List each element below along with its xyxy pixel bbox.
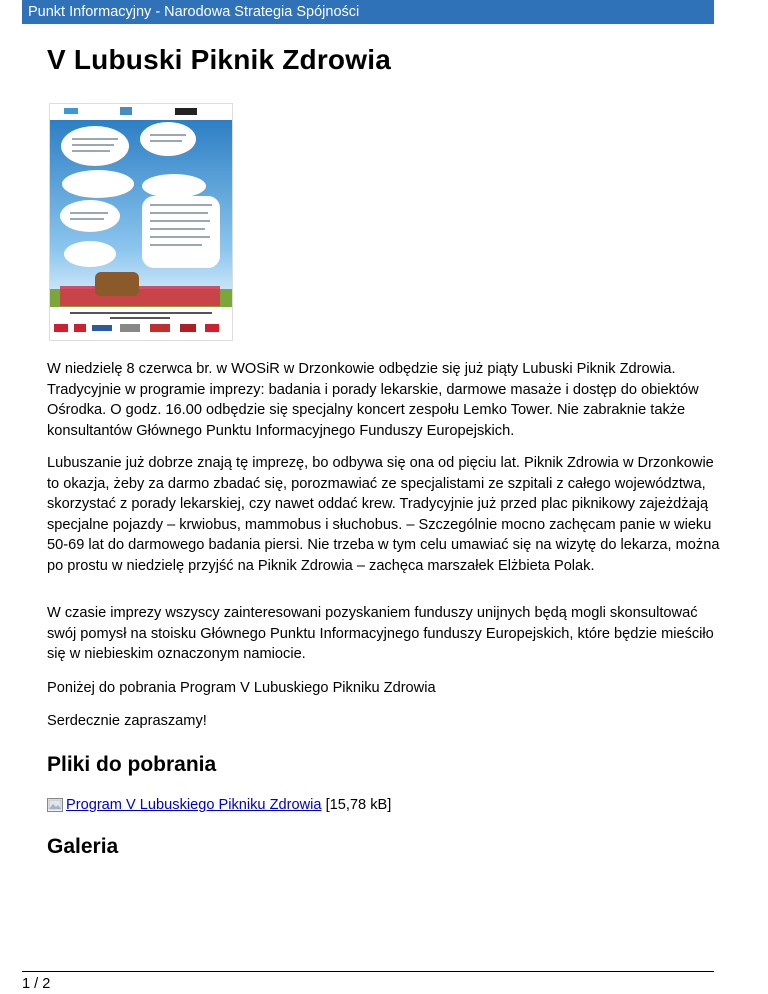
- footer-divider: [22, 971, 714, 972]
- paragraph-1: W niedzielę 8 czerwca br. w WOSiR w Drzonkowie odbędzie się już piąty Lubuski Piknik Zdrowia. Tradycyjnie w programie imprezy: badania i porady lekarskie, darmowe masaże i dostęp do obiektów Ośrodka. O godz. 16.00 odbędzie się specjalny koncert zespołu Lemko Tower. Nie zabraknie także konsultantów Głównego Punktu Informacyjnego Funduszy Europejskich.: [47, 361, 699, 439]
- paragraph-5: Serdecznie zapraszamy!: [47, 713, 207, 729]
- article-paragraph: [47, 453, 727, 576]
- file-icon: [47, 798, 63, 812]
- paragraph-3: W czasie imprezy wszyscy zainteresowani pozyskaniem funduszy unijnych będą mogli skonsultować swój pomysł na stoisku Głównego Punktu Informacyjnego funduszy Europejskich, które będzie mieściło się w niebieskim oznaczonym namiocie.: [47, 605, 714, 662]
- download-item: [47, 795, 391, 815]
- site-header-bar: [22, 0, 714, 24]
- article-paragraph: [47, 711, 727, 732]
- article-paragraph: [47, 678, 727, 699]
- file-size: [15,78 kB]: [325, 797, 392, 813]
- gallery-heading: Galeria: [47, 835, 119, 858]
- paragraph-2: Lubuszanie już dobrze znają tę imprezę, bo odbywa się ona od pięciu lat. Piknik Zdrowia w Drzonkowie to okazja, żeby za darmo zbadać się, porozmawiać ze specjalistami ze szpitali z całego województwa, skorzystać z porady lekarskiej, czy nawet oddać krew. Tradycyjnie już przed plac piknikowy zajeżdżają specjalne pojazdy – krwiobus, mammobus i słuchobus. – Szczególnie mocno zachęcam panie w wieku 50-69 lat do darmowego badania piersi. Nie trzeba w tym celu umawiać się na wizytę do lekarza, można po prostu w niedzielę przyjść na Piknik Zdrowia – zachęca marszałek Elżbieta Polak.: [47, 455, 720, 574]
- article-paragraph: [47, 359, 727, 441]
- download-link[interactable]: Program V Lubuskiego Pikniku Zdrowia: [66, 797, 322, 813]
- site-title: Punkt Informacyjny - Narodowa Strategia Spójności: [28, 4, 360, 20]
- page-title: V Lubuski Piknik Zdrowia: [47, 44, 391, 75]
- article-paragraph: [47, 603, 727, 665]
- paragraph-4: Poniżej do pobrania Program V Lubuskiego Pikniku Zdrowia: [47, 680, 436, 696]
- downloads-heading: Pliki do pobrania: [47, 753, 217, 776]
- page-indicator: 1 / 2: [22, 976, 51, 992]
- event-poster-image: [49, 103, 233, 341]
